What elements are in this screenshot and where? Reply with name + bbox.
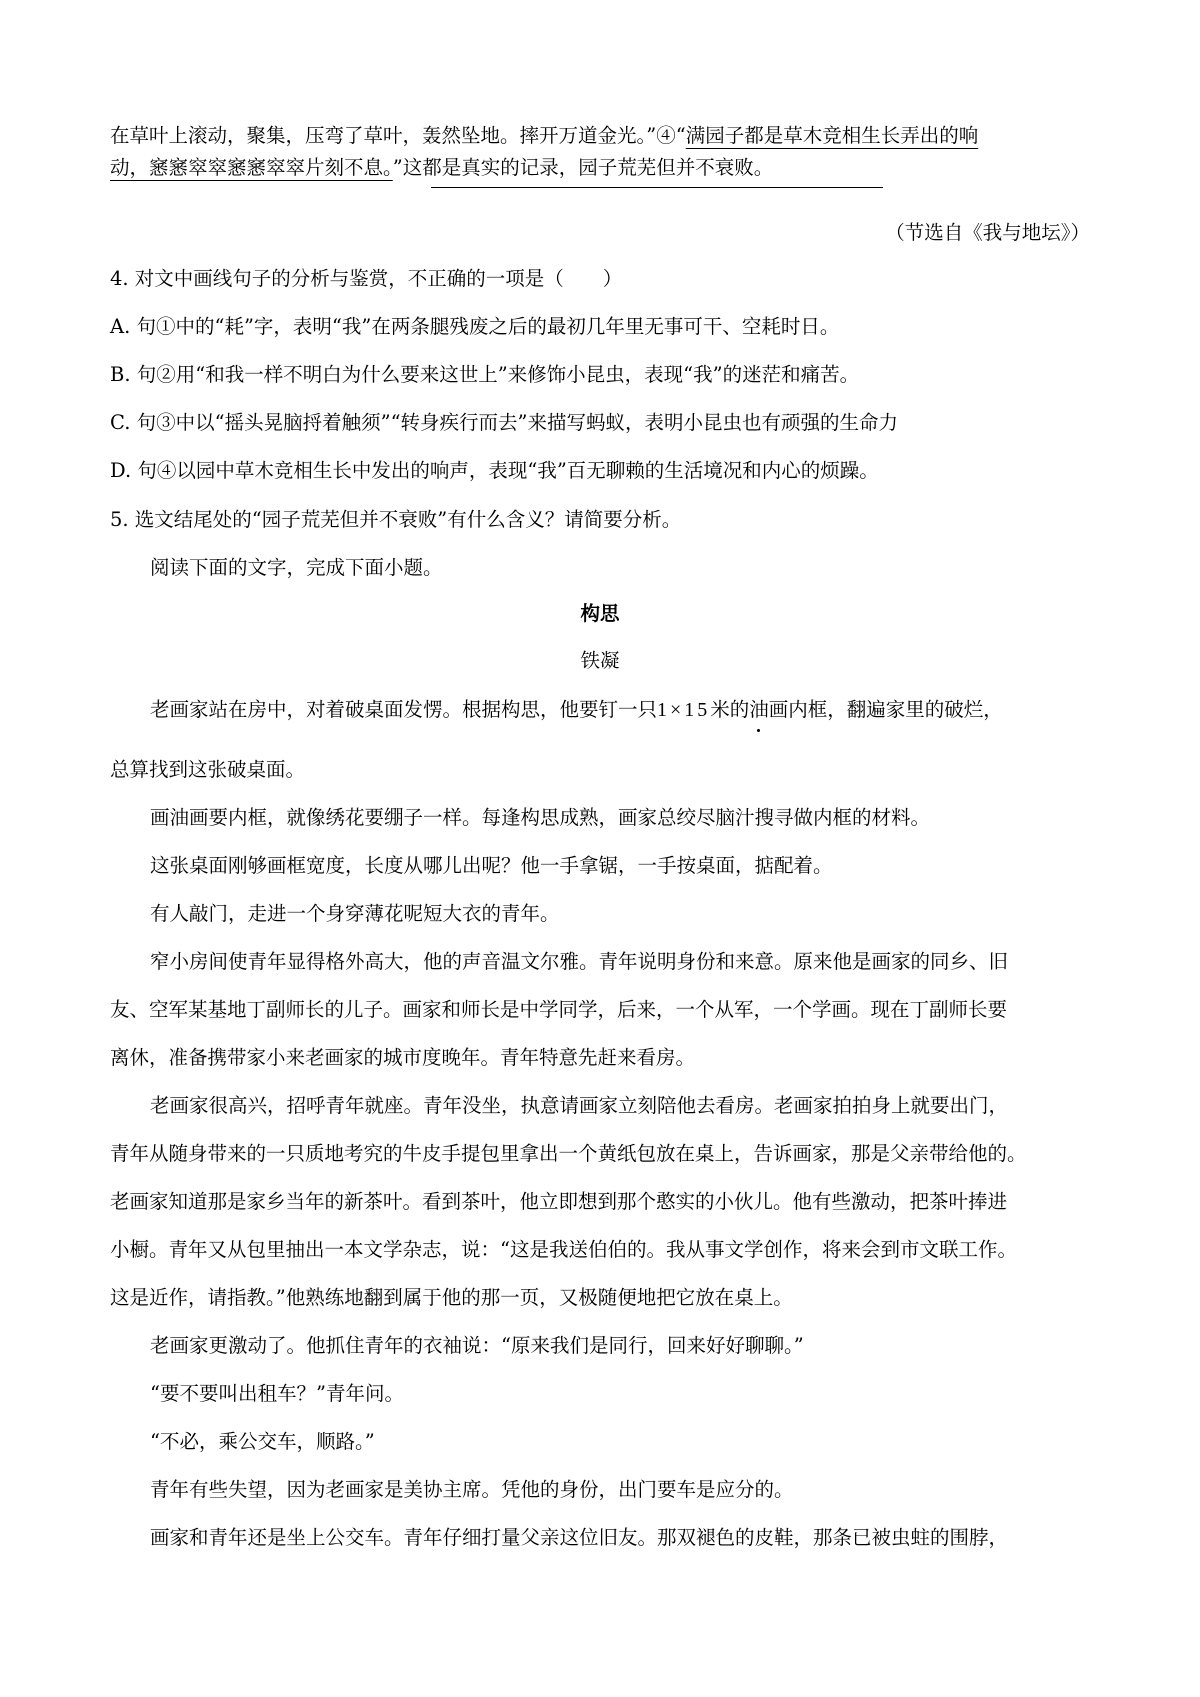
story-author: 铁凝 — [580, 649, 620, 672]
story-line: 这是近作，请指教。”他熟练地翻到属于他的那一页，又极随便地把它放在桌上。 — [110, 1286, 793, 1309]
question-4-stem: 4. 对文中画线句子的分析与鉴赏，不正确的一项是（ ） — [110, 267, 623, 290]
story-line: 小橱。青年又从包里抽出一本文学杂志，说：“这是我送伯伯的。我从事文学创作，将来会到市文联工作。 — [110, 1238, 1017, 1261]
option-a-label: A. — [110, 315, 131, 338]
underlined-sentence-4-part1: 满园子都是草木竞相生长弄出的响 — [685, 124, 979, 147]
story-line: 这张桌面刚够画框宽度，长度从哪儿出呢？他一手拿锯，一手按桌面，掂配着。 — [150, 854, 833, 877]
passage-line-1 — [110, 123, 978, 149]
emphasis-dot — [757, 729, 760, 732]
story-line: 窄小房间使青年显得格外高大，他的声音温文尔雅。青年说明身份和来意。原来他是画家的同乡、旧 — [150, 950, 1009, 973]
story-line: 离休，准备携带家小来老画家的城市度晚年。青年特意先赶来看房。 — [110, 1046, 696, 1069]
question-4-option-d — [110, 458, 879, 484]
question-5-stem: 5. 选文结尾处的“园子荒芜但并不衰败”有什么含义？请简要分析。 — [110, 508, 682, 531]
story-line: “要不要叫出租车？”青年问。 — [150, 1382, 404, 1405]
option-d-text: 句④以园中草木竞相生长中发出的响声，表现“我”百无聊赖的生活境况和内心的烦躁。 — [137, 459, 879, 482]
option-c-label: C. — [110, 411, 131, 434]
option-b-label: B. — [110, 363, 131, 386]
story-line: 友、空军某基地丁副师长的儿子。画家和师长是中学同学，后来，一个从军，一个学画。现在丁副师长要 — [110, 998, 1008, 1021]
question-4-option-b — [110, 362, 859, 388]
option-a-text: 句①中的“耗”字，表明“我”在两条腿残废之后的最初几年里无事可干、空耗时日。 — [136, 315, 840, 338]
underlined-sentence-4-part2: 动，窸窸窣窣窸窸窣窣片刻不息。 — [110, 156, 393, 179]
passage-line-2-text: ”这都是真实的记录，园子荒芜但并不衰败。 — [392, 156, 774, 179]
frame-size-number: 1×15 — [657, 699, 711, 721]
option-d-label: D. — [110, 459, 132, 482]
story-line: 老画家知道那是家乡当年的新茶叶。看到茶叶，他立即想到那个憨实的小伙儿。他有些激动，把茶叶捧进 — [110, 1190, 1008, 1213]
passage-line-2 — [110, 155, 773, 181]
option-b-text: 句②用“和我一样不明白为什么要来这世上”来修饰小昆虫，表现“我”的迷茫和痛苦。 — [136, 363, 860, 386]
story-title: 构思 — [580, 602, 620, 625]
option-c-text: 句③中以“摇头晃脑捋着触须”“转身疾行而去”来描写蚂蚁，表明小昆虫也有顽强的生命力 — [136, 411, 899, 434]
story-line: “不必，乘公交车，顺路。” — [150, 1430, 375, 1453]
story-line: 青年有些失望，因为老画家是美协主席。凭他的身份，出门要车是应分的。 — [150, 1478, 794, 1501]
story-line: 有人敲门，走进一个身穿薄花呢短大衣的青年。 — [150, 902, 560, 925]
passage-line-1-text: 在草叶上滚动，聚集，压弯了草叶，轰然坠地。摔开万道金光。”④“ — [110, 124, 686, 147]
story-line: 老画家更激动了。他抓住青年的衣袖说：“原来我们是同行，回来好好聊聊。” — [150, 1334, 804, 1357]
question-4-option-c — [110, 410, 898, 436]
story-line: 青年从随身带来的一只质地考究的牛皮手提包里拿出一个黄纸包放在桌上，告诉画家，那是父亲带给他的。 — [110, 1142, 1027, 1165]
para-1-text-a: 老画家站在房中，对着破桌面发愣。根据构思，他要钉一只 — [150, 698, 658, 721]
story-line: 画家和青年还是坐上公交车。青年仔细打量父亲这位旧友。那双褪色的皮鞋，那条已被虫蛀的围脖， — [150, 1526, 1009, 1549]
reading-instruction: 阅读下面的文字，完成下面小题。 — [150, 556, 443, 579]
para-1-text-b: 米的油画内框，翻遍家里的破烂， — [710, 698, 1003, 721]
story-para-1-line-2: 总算找到这张破桌面。 — [110, 758, 306, 781]
answer-rule — [431, 187, 883, 188]
story-para-1-line-1 — [150, 697, 1003, 723]
story-line: 画油画要内框，就像绣花要绷子一样。每逢构思成熟，画家总绞尽脑汁搜寻做内框的材料。 — [150, 806, 931, 829]
question-4-option-a — [110, 314, 839, 340]
story-line: 老画家很高兴，招呼青年就座。青年没坐，执意请画家立刻陪他去看房。老画家拍拍身上就要出门， — [150, 1094, 1009, 1117]
passage-source: （节选自《我与地坛》） — [885, 221, 1090, 244]
